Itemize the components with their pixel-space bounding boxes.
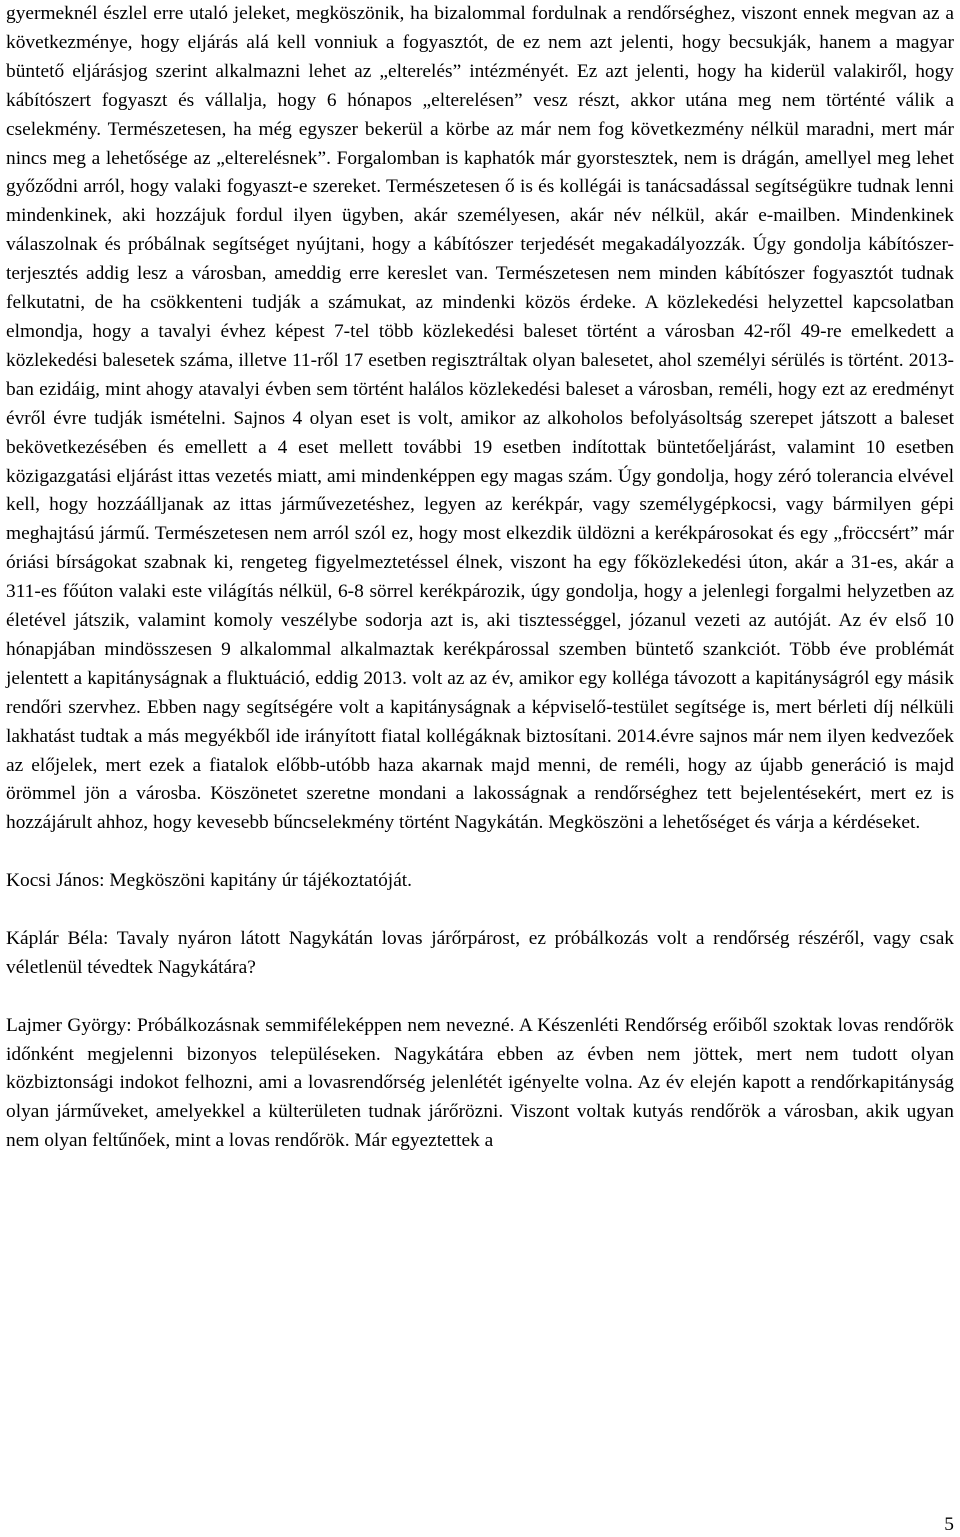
paragraph-lajmer-gyorgy: Lajmer György: Próbálkozásnak semmiféleképpen nem nevezné. A Készenléti Rendőrség erőiből szoktak lovas rendőrök időnként megjelenni bizonyos településeken. Nagykátára ebben az évben nem jöttek, mert nem tudott olyan közbiztonsági indokot felhozni, ami a lovasrendőrség jelenlétét igényelte volna. Az év elején kapott a rendőrkapitányság olyan járműveket, amelyekkel a külterületen tudnak járőrözni. Viszont voltak kutyás rendőrök a városban, akik ugyan nem olyan feltűnőek, mint a lovas rendőrök. Már egyeztettek a xyxy=(6,1014,954,1152)
paragraph-police-report: gyermeknél észlel erre utaló jeleket, megköszönik, ha bizalommal fordulnak a rendőrséghez, viszont ennek megvan az a következménye, hogy eljárás alá kell vonniuk a fogyasztót, de ez nem azt jelenti, hogy becsukják, hanem a magyar büntető eljárásjog szerint alkalmazni lehet az „elterelés” intézményét. Ez azt jelenti, hogy ha kiderül valakiről, hogy kábítószert fogyaszt és vállalja, hogy 6 hónapos „elterelésen” vesz részt, akkor utána meg nem történté válik a cselekmény. Természetesen, ha még egyszer bekerül a körbe az már nem fog következmény nélkül maradni, mert már nincs meg a lehetősége az „elterelésnek”. Forgalomban is kaphatók már gyorstesztek, nem is drágán, amellyel meg lehet győződni arról, hogy valaki fogyaszt-e szereket. Természetesen ő is és kollégái is tanácsadással segítségükre tudnak lenni mindenkinek, aki hozzájuk fordul ilyen ügyben, akár személyesen, akár név nélkül, akár e-mailben. Mindenkinek válaszolnak és próbálnak segítséget nyújtani, hogy a kábítószer terjedését megakadályozzák. Úgy gondolja kábítószer-terjesztés addig lesz a városban, ameddig erre kereslet van. Természetesen nem minden kábítószer fogyasztót tudnak felkutatni, de ha csökkenteni tudják a számukat, az mindenki közös érdeke. A közlekedési helyzettel kapcsolatban elmondja, hogy a tavalyi évhez képest 7-tel több közlekedési baleset történt a városban 42-ről 49-re emelkedett a közlekedési balesetek száma, illetve 11-ről 17 esetben regisztráltak olyan balesetet, ahol személyi sérülés is történt. 2013-ban ezidáig, mint ahogy atavalyi évben sem történt halálos közlekedési baleset a városban, reméli, hogy ezt az eredményt évről évre tudják ismételni. Sajnos 4 olyan eset is volt, amikor az alkoholos befolyásoltság szerepet játszott a baleset bekövetkezésében és emellett a 4 eset mellett további 19 esetben indítottak büntetőeljárást, valamint 10 esetben közigazgatási eljárást ittas vezetés miatt, ami mindenképpen egy magas szám. Úgy gondolja, hogy zéró tolerancia elvével kell, hogy hozzáálljanak az ittas járművezetéshez, legyen az kerékpár, vagy személygépkocsi, vagy bármilyen gépi meghajtású jármű. Természetesen nem arról szól ez, hogy most elkezdik üldözni a kerékpárosokat és egy „fröccsért” már óriási bírságokat szabnak ki, rengeteg figyelmeztetéssel élnek, viszont ha egy főközlekedési úton, akár a 31-es, akár a 311-es főúton valaki este világítás nélkül, 6-8 sörrel kerékpározik, úgy gondolja, hogy a jelenlegi forgalmi helyzetben az életével játszik, valamint komoly veszélybe sodorja azt is, aki tisztességgel, józanul vezeti az autóját. Az év első 10 hónapjában mindösszesen 9 alkalommal alkalmaztak kerékpárossal szemben büntető szankciót. Több éve problémát jelentett a kapitányságnak a fluktuáció, eddig 2013. volt az az év, amikor egy kolléga távozott a kapitányságról egy másik rendőri szervhez. Ebben nagy segítségére volt a kapitányságnak a képviselő-testület segítsége is, mert bérleti díj nélküli lakhatást tudtak a más megyékből ide irányított fiatal kollégáknak biztosítani. 2014.évre sajnos már nem ilyen kedvezőek az előjelek, mert ezek a fiatalok előbb-utóbb haza akarnak majd menni, de reméli, hogy az újabb generáció is majd örömmel jön a városba. Köszönetet szeretne mondani a lakosságnak a rendőrséghez tett bejelentésekért, mert ez is hozzájárult ahhoz, hogy kevesebb bűncselekmény történt Nagykátán. Megköszöni a lehetőséget és várja a kérdéseket. xyxy=(6,3,954,834)
page-number: 5 xyxy=(944,1514,954,1535)
paragraph-kaplar-bela: Káplár Béla: Tavaly nyáron látott Nagykátán lovas járőrpárost, ez próbálkozás volt a rendőrség részéről, vagy csak véletlenül tévedtek Nagykátára? xyxy=(6,927,954,978)
paragraph-kocsi-janos: Kocsi János: Megköszöni kapitány úr tájékoztatóját. xyxy=(6,870,413,892)
document-page xyxy=(6,0,954,1156)
